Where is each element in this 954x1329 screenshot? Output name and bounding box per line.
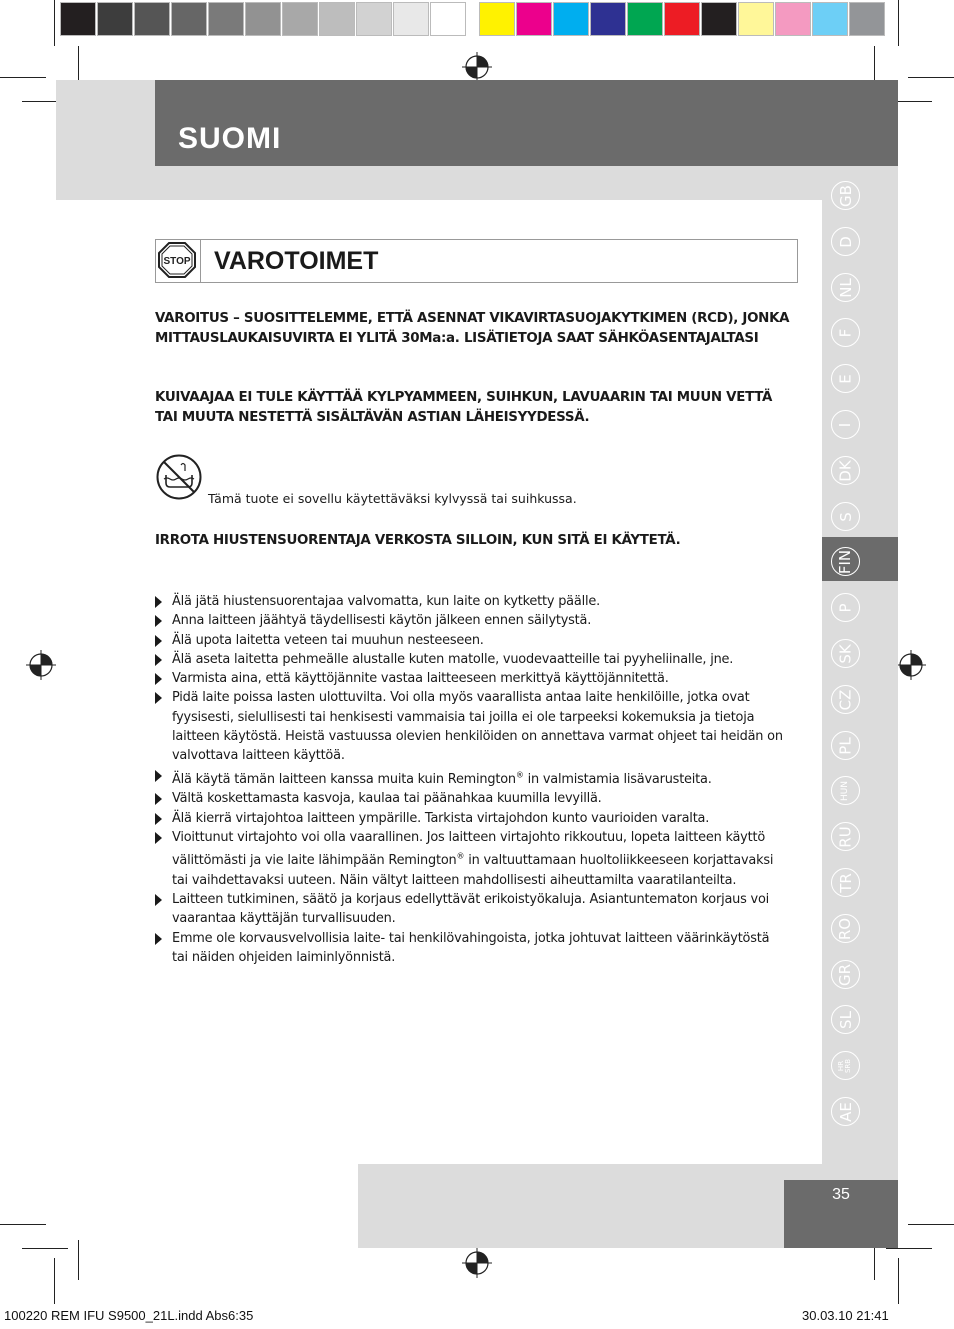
crop-mark: [908, 1224, 954, 1225]
language-tab-sl[interactable]: [831, 1005, 860, 1034]
language-tab-label: F: [836, 328, 855, 337]
language-tab-label: GB: [836, 184, 855, 207]
bullet-arrow-icon: [155, 770, 162, 782]
language-tab-nl[interactable]: [831, 273, 860, 302]
language-tab-gr[interactable]: [831, 960, 860, 989]
language-tab-label: CZ: [836, 689, 855, 710]
unplug-warning: IRROTA HIUSTENSUORENTAJA VERKOSTA SILLOIN, KUN SITÄ EI KÄYTETÄ.: [155, 533, 681, 548]
bullet-arrow-icon: [155, 673, 162, 685]
language-tab-label: AE: [836, 1101, 855, 1122]
color-swatch: [430, 2, 466, 36]
language-tab-d[interactable]: [831, 227, 860, 256]
registration-mark-icon: [26, 650, 56, 680]
registration-mark-icon: [896, 650, 926, 680]
color-swatch: [775, 2, 811, 36]
language-tab-label: PL: [836, 736, 855, 755]
list-item-text: Pidä laite poissa lasten ulottuvilta. Voi olla myös vaarallista antaa laite henkilöille, jotka ovat fyysisesti, sielullisesti tai henkisesti vammaisia tai joilla ei ole tarpeeksi kokemuksia ja tietoja laitteen käytöstä. Heistä vastuussa olevien henkilöiden on annettava varmat ohjeet tai heidän on valvottava laitteen käyttöä.: [172, 690, 783, 764]
list-item-text: Varmista aina, että käyttöjännite vastaa laitteeseen merkittyä käyttöjännitettä.: [172, 671, 669, 687]
list-item: [155, 688, 785, 765]
list-item-text: Vältä koskettamasta kasvoja, kaulaa tai päänahkaa kuumilla levyillä.: [172, 791, 602, 807]
language-tab-gb[interactable]: [831, 181, 860, 210]
language-tab-hun[interactable]: [831, 776, 860, 805]
language-tab-label: I: [836, 422, 855, 427]
crop-mark: [22, 1248, 68, 1249]
stop-sign-label: STOP: [163, 256, 191, 267]
list-item-text: Älä aseta laitetta pehmeälle alustalle kuten matolle, vuodevaatteille tai pyyheliinalle, jne.: [172, 651, 734, 667]
list-item-text: Älä kierrä virtajohtoa laitteen ympärille. Tarkista virtajohdon kunto vaurioiden varalta.: [172, 810, 710, 826]
language-tab-tr[interactable]: [831, 868, 860, 897]
language-tab-label: TR: [836, 872, 855, 893]
footer-date: 30.03.10 21:41: [802, 1308, 889, 1323]
list-item: [155, 766, 785, 790]
safety-list: [155, 592, 785, 967]
language-tab-p[interactable]: [831, 593, 860, 622]
list-item-text: Älä jätä hiustensuorentajaa valvomatta, kun laite on kytketty päälle.: [172, 594, 600, 609]
bullet-arrow-icon: [155, 793, 162, 805]
list-item: [155, 929, 785, 968]
bullet-arrow-icon: [155, 692, 162, 704]
color-swatch: [627, 2, 663, 36]
language-tab-ru[interactable]: [831, 822, 860, 851]
page-number: 35: [832, 1186, 850, 1203]
list-item-text: Vioittunut virtajohto voi olla vaarallinen. Jos laitteen virtajohto rikkoutuu, lopeta laitteen käyttö välittömästi ja vie laite lähimpään Remington® in valtuuttamaan huoltoliikkeeseen korjattavaksi tai vaihdettavaksi uuteen. Näin vältyt laitteen mahdollisesti aiheuttamilta vaaratilanteilta.: [172, 829, 774, 888]
color-swatch: [319, 2, 355, 36]
language-tab-label: HUN: [840, 780, 851, 801]
color-swatch: [393, 2, 429, 36]
language-tab-label: SK: [836, 643, 855, 664]
list-item: [155, 650, 785, 669]
bullet-arrow-icon: [155, 635, 162, 647]
language-tab-s[interactable]: [831, 502, 860, 531]
language-tab-label: DK: [836, 459, 855, 482]
language-tab-pl[interactable]: [831, 731, 860, 760]
rcd-warning: VAROITUS – SUOSITTELEMME, ETTÄ ASENNAT VIKAVIRTASUOJAKYTKIMEN (RCD), JONKA MITTAUSLAUKAISUVIRTA EI YLITÄ 30Ma:a. LISÄTIETOJA SAAT SÄHKÖASENTAJALTASI: [155, 311, 790, 346]
list-item-text: Älä käytä tämän laitteen kanssa muita kuin Remington® in valmistamia lisävarusteita.: [172, 770, 712, 787]
language-tab-label: E: [836, 373, 855, 384]
list-item: [155, 669, 785, 688]
color-swatch: [849, 2, 885, 36]
list-item-text: Anna laitteen jäähtyä täydellisesti käytön jälkeen ennen säilytystä.: [172, 613, 592, 629]
color-swatch: [282, 2, 318, 36]
language-tab-fin[interactable]: [831, 547, 860, 576]
language-tab-label: NL: [836, 277, 855, 298]
list-item: [155, 828, 785, 890]
list-item: [155, 789, 785, 808]
color-swatch: [134, 2, 170, 36]
language-tab-sk[interactable]: [831, 639, 860, 668]
color-calibration-bar: [60, 2, 886, 38]
color-swatch: [245, 2, 281, 36]
language-tab-label: HR SRB: [837, 1058, 853, 1073]
language-tab-label: S: [836, 511, 855, 522]
language-tab-label: P: [836, 602, 855, 613]
color-swatch: [738, 2, 774, 36]
color-swatch: [701, 2, 737, 36]
crop-mark: [0, 77, 46, 78]
bullet-arrow-icon: [155, 596, 162, 608]
color-swatch: [664, 2, 700, 36]
no-bath-icon: [155, 453, 203, 501]
color-swatch: [479, 2, 515, 36]
language-tab-cz[interactable]: [831, 685, 860, 714]
color-swatch: [356, 2, 392, 36]
color-swatch: [60, 2, 96, 36]
bullet-arrow-icon: [155, 933, 162, 945]
list-item-text: Emme ole korvausvelvollisia laite- tai henkilövahingoista, jotka johtuvat laitteen väärinkäytöstä tai näiden ohjeiden laiminlyönnistä.: [172, 930, 770, 965]
crop-mark: [908, 77, 954, 78]
language-tab-f[interactable]: [831, 318, 860, 347]
language-tab-dk[interactable]: [831, 456, 860, 485]
language-tab-label: D: [836, 235, 855, 248]
list-item: [155, 611, 785, 630]
language-tab-label: GR: [836, 963, 855, 986]
language-tab-label: FIN: [836, 549, 855, 574]
color-swatch: [516, 2, 552, 36]
footer-file-info: 100220 REM IFU S9500_21L.indd Abs6:35: [4, 1308, 254, 1323]
bullet-arrow-icon: [155, 832, 162, 844]
color-swatch: [553, 2, 589, 36]
crop-mark: [54, 0, 55, 46]
list-item-text: Älä upota laitetta veteen tai muuhun nesteeseen.: [172, 632, 484, 648]
color-swatch: [208, 2, 244, 36]
crop-mark: [898, 1258, 899, 1304]
language-tab-i[interactable]: [831, 410, 860, 439]
bullet-arrow-icon: [155, 894, 162, 906]
color-swatch: [97, 2, 133, 36]
color-swatch: [590, 2, 626, 36]
language-tab-label: SL: [836, 1010, 855, 1029]
list-item: [155, 809, 785, 828]
stop-icon-cell: [155, 239, 201, 283]
bullet-arrow-icon: [155, 813, 162, 825]
bath-note: Tämä tuote ei sovellu käytettäväksi kylvyssä tai suihkussa.: [208, 491, 577, 506]
crop-mark: [898, 0, 899, 46]
stop-sign-icon: [155, 239, 199, 281]
bullet-arrow-icon: [155, 615, 162, 627]
crop-mark: [78, 1240, 79, 1280]
crop-mark: [0, 1224, 46, 1225]
language-tab-label: RO: [836, 917, 855, 940]
registration-mark-icon: [462, 52, 492, 82]
color-swatch: [171, 2, 207, 36]
list-item: [155, 592, 785, 611]
water-warning: KUIVAAJAA EI TULE KÄYTTÄÄ KYLPYAMMEEN, SUIHKUN, LAVUAARIN TAI MUUN VETTÄ TAI MUUTA NESTETTÄ SISÄLTÄVÄN ASTIAN LÄHEISYYDESSÄ.: [155, 390, 773, 425]
color-swatch: [812, 2, 848, 36]
crop-mark: [886, 1248, 932, 1249]
list-item: [155, 890, 785, 929]
language-tab-hr-srb[interactable]: [831, 1051, 860, 1080]
section-title: VAROTOIMET: [214, 247, 379, 275]
language-tab-e[interactable]: [831, 364, 860, 393]
language-tab-ro[interactable]: [831, 914, 860, 943]
crop-mark: [54, 1258, 55, 1304]
language-tab-ae[interactable]: [831, 1097, 860, 1126]
list-item: [155, 631, 785, 650]
language-tab-label: RU: [836, 825, 855, 848]
page-title: SUOMI: [178, 122, 282, 155]
registration-mark-icon: [462, 1248, 492, 1278]
bullet-arrow-icon: [155, 654, 162, 666]
list-item-text: Laitteen tutkiminen, säätö ja korjaus edellyttävät erikoistyökaluja. Asiantuntematon korjaus voi vaarantaa käyttäjän turvallisuuden.: [172, 892, 770, 927]
